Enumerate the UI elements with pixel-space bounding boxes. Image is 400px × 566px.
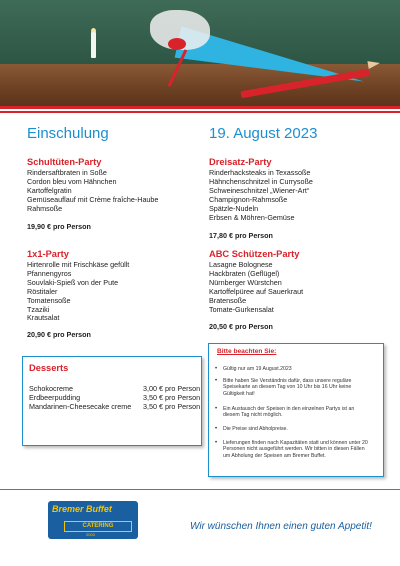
note-bullet: • Ein Austausch der Speisen in den einzelnen Partys ist an diesem Tag nicht möglich. [223,406,371,419]
menu-item: Kartoffelgratin [27,185,72,195]
menu-item: Bratensoße [209,295,247,305]
logo-catering-label: CATERING [64,521,132,532]
menu-item: Spätzle-Nudeln [209,203,259,213]
menu-item: Nürnberger Würstchen [209,277,282,287]
party-menu-dreisatz [209,169,313,222]
desserts-title: Desserts [29,363,69,373]
note-bullet: • Gültig nur am 19 August.2023 [223,366,371,372]
menu-item: Röstitaler [27,286,58,296]
menu-item: Schweineschnitzel „Wiener-Art“ [209,185,310,195]
dessert-name: Erdbeerpudding [29,393,81,402]
party-price-schultueten: 19,90 € pro Person [27,222,91,231]
menu-item: Cordon bleu vom Hähnchen [27,176,117,186]
dessert-price: 3,50 € pro Person [143,393,201,402]
menu-item: Rinderhacksteaks in Texassoße [209,168,311,177]
desserts-box [22,356,202,446]
event-date: 19. August 2023 [209,125,318,142]
logo-since: 2003 [86,532,95,537]
page-title: Einschulung [27,125,109,142]
menu-item: Gemüseauflauf mit Crème fraîche-Haube [27,194,159,204]
menu-item: Hackbraten (Geflügel) [209,268,280,278]
menu-item: Tzaziki [27,304,50,314]
dessert-price: 3,00 € pro Person [143,384,201,393]
menu-item: Pfannengyros [27,268,72,278]
menu-item: Tomatensoße [27,295,71,305]
note-bullet: • Bitte haben Sie Verständnis dafür, dass unsere reguläre Speisekarte an diesem Tag von 10 Uhr bis 16 Uhr keine Gültigkeit hat! [223,378,371,397]
party-title-1x1: 1x1-Party [27,249,69,259]
menu-item: Hähnchenschnitzel in Currysoße [209,176,313,186]
dessert-price: 3,50 € pro Person [143,402,201,411]
red-bow [168,38,186,50]
notes-title: Bitte beachten Sie: [217,348,277,355]
candle [91,32,96,58]
dessert-name: Mandarinen-Cheesecake creme [29,402,132,411]
logo-wordmark: Bremer Buffet [52,504,112,514]
party-menu-1x1 [27,261,129,323]
menu-item: Erbsen & Möhren-Gemüse [209,212,295,222]
note-bullet: • Lieferungen finden nach Kapazitäten statt und können unter 20 Personen nicht ausgeführt werden. Wir bitten in diesen Fällen um Abholung der Speisen am Bremer Buffet. [223,440,371,459]
menu-item: Souvlaki-Spieß von der Pute [27,277,119,287]
menu-item: Kartoffelpüree auf Sauerkraut [209,286,304,296]
party-price-dreisatz: 17,80 € pro Person [209,231,273,240]
hero-image [0,0,400,108]
party-price-1x1: 20,90 € pro Person [27,330,91,339]
footer-tagline: Wir wünschen Ihnen einen guten Appetit! [190,521,372,532]
menu-item: Champignon-Rahmsoße [209,194,288,204]
menu-item: Lasagne Bolognese [209,260,273,269]
menu-item: Tomate-Gurkensalat [209,304,274,314]
notes-box [208,343,384,477]
party-title-abc: ABC Schützen-Party [209,249,300,259]
dessert-name: Schokocreme [29,384,73,393]
note-bullet: • Die Preise sind Abholpreise. [223,426,371,432]
footer-divider [0,489,400,490]
party-title-dreisatz: Dreisatz-Party [209,157,272,167]
menu-item: Rindersaftbraten in Soße [27,168,107,177]
party-title-schultueten: Schultüten-Party [27,157,102,167]
party-menu-abc [209,261,303,314]
divider-stripe-lower [0,111,400,113]
party-price-abc: 20,50 € pro Person [209,322,273,331]
party-menu-schultueten [27,169,158,214]
menu-item: Krautsalat [27,313,60,323]
menu-item: Hirtenrolle mit Frischkäse gefüllt [27,260,130,269]
menu-item: Rahmsoße [27,203,63,213]
